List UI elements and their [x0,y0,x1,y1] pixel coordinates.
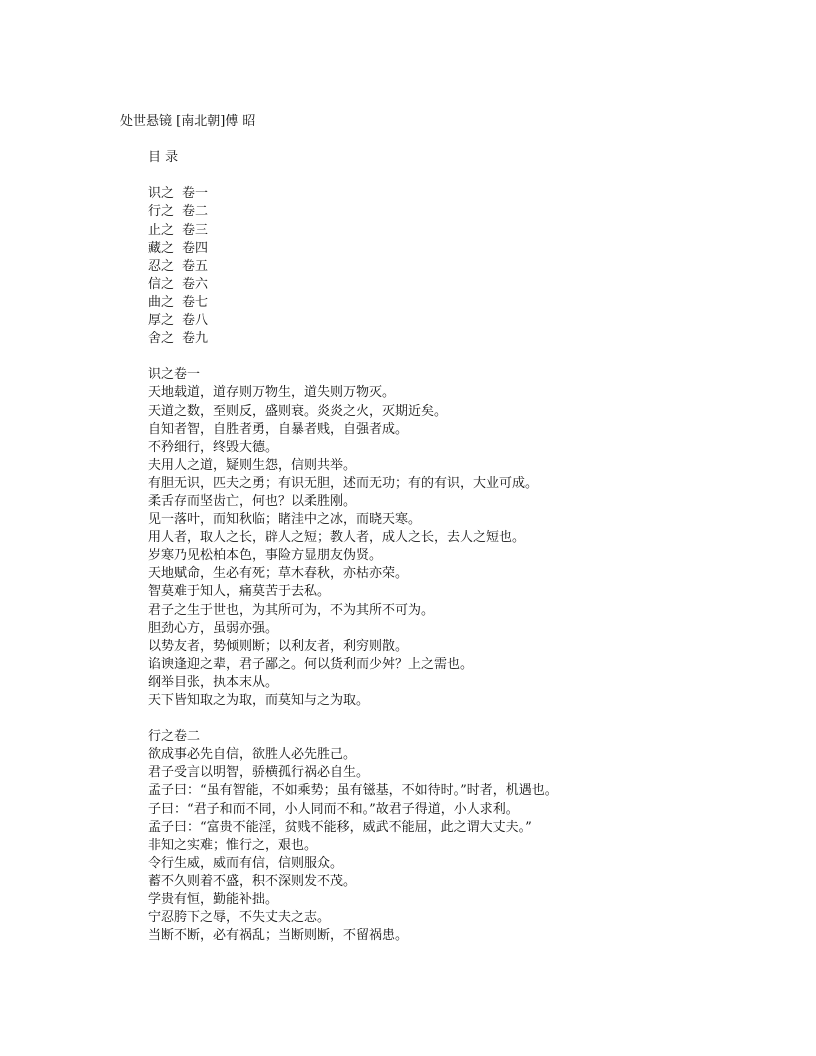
chapter-line: 夫用人之道，疑则生怨，信则共举。 [148,457,357,473]
toc-item-volume: 卷八 [182,313,209,329]
toc-item-name: 信之 [148,276,175,292]
toc-item [120,330,558,348]
chapter-line: 天道之数，至则反，盛则衰。炎炎之火，灭期近矣。 [148,403,448,419]
chapter-line: 君子受言以明智，骄横孤行祸必自生。 [148,765,370,781]
chapter-line: 有胆无识，匹夫之勇；有识无胆，述而无功；有的有识，大业可成。 [148,475,539,491]
toc-item [120,312,558,330]
toc-item-name: 藏之 [148,240,175,256]
chapter-line: 纲举目张，执本末从。 [148,674,279,690]
chapter-line: 天下皆知取之为取，而莫知与之为取。 [148,693,370,708]
chapter-line: 非知之实难；惟行之，艰也。 [148,837,318,853]
chapter-line: 宁忍胯下之辱，不失丈夫之志。 [148,910,331,926]
chapter-line: 胆劲心方，虽弱亦强。 [148,620,279,636]
chapter-line: 天地载道，道存则万物生，道失则万物灭。 [148,385,396,401]
chapter-line: 孟子曰：“虽有智能，不如乘势；虽有镃基，不如待时。”时者，机遇也。 [148,783,558,799]
toc-item-name: 曲之 [148,294,175,310]
chapter-line: 岁寒乃见松柏本色，事险方显朋友伪贤。 [148,548,383,564]
chapter-line: 不矜细行，终毁大德。 [148,439,279,455]
chapter-line: 学贵有恒，勤能补拙。 [148,892,279,908]
chapter-line: 天地赋命，生必有死；草木春秋，亦枯亦荣。 [148,566,409,582]
toc-item [120,185,558,203]
toc-item [120,258,558,276]
chapter-section [120,728,558,945]
chapter-line: 欲成事必先自信，欲胜人必先胜己。 [148,747,357,763]
chapter-heading: 行之卷二 [148,729,201,745]
toc-item-volume: 卷九 [182,331,209,347]
chapter-line: 当断不断，必有祸乱；当断则断，不留祸患。 [148,928,409,944]
toc-item-volume: 卷一 [182,186,209,202]
toc-item [120,294,558,312]
document-title: 处世悬镜 [南北朝]傅 昭 [120,114,256,129]
toc-item-volume: 卷二 [182,204,209,220]
chapters [120,348,558,945]
toc-item-volume: 卷三 [182,222,209,238]
chapter-line: 智莫难于知人，痛莫苦于去私。 [148,584,331,600]
toc-item-name: 忍之 [148,258,175,274]
chapter-line: 柔舌存而坚齿亡，何也？以柔胜刚。 [148,493,357,509]
chapter-line: 子曰：“君子和而不同，小人同而不和。”故君子得道，小人求利。 [148,801,519,817]
chapter-line: 自知者智，自胜者勇，自暴者贱，自强者成。 [148,421,409,437]
chapter-line: 君子之生于世也，为其所可为，不为其所不可为。 [148,602,435,618]
toc-item [120,203,558,221]
chapter-line: 令行生威，威而有信，信则服众。 [148,855,344,871]
toc-item-name: 识之 [148,186,175,202]
toc-item [120,240,558,258]
toc-item-volume: 卷六 [182,276,209,292]
chapter-section [120,366,558,710]
toc-item [120,276,558,294]
toc-item-name: 行之 [148,204,175,220]
toc-item-name: 舍之 [148,331,175,347]
toc-heading: 目 录 [148,150,179,166]
toc-item-volume: 卷四 [182,240,209,256]
chapter-line: 见一落叶，而知秋临；睹洼中之冰，而晓天寒。 [148,512,422,528]
chapter-line: 孟子曰：“富贵不能淫，贫贱不能移，威武不能屈，此之谓大丈夫。” [148,819,532,835]
toc-item-volume: 卷七 [182,294,209,310]
document-body [120,113,558,945]
chapter-line: 以势友者，势倾则断；以利友者，利穷则散。 [148,638,409,654]
chapter-line: 用人者，取人之长，辟人之短；教人者，成人之长，去人之短也。 [148,530,526,546]
chapter-heading: 识之卷一 [148,367,201,383]
toc-item [120,222,558,240]
chapter-line: 蓄不久则着不盛，积不深则发不茂。 [148,873,357,889]
toc-item-name: 止之 [148,222,175,238]
chapter-line: 谄谀逢迎之辈，君子鄙之。何以货利而少舛？上之需也。 [148,656,474,672]
toc-item-volume: 卷五 [182,258,209,274]
table-of-contents [120,185,558,348]
toc-item-name: 厚之 [148,313,175,329]
